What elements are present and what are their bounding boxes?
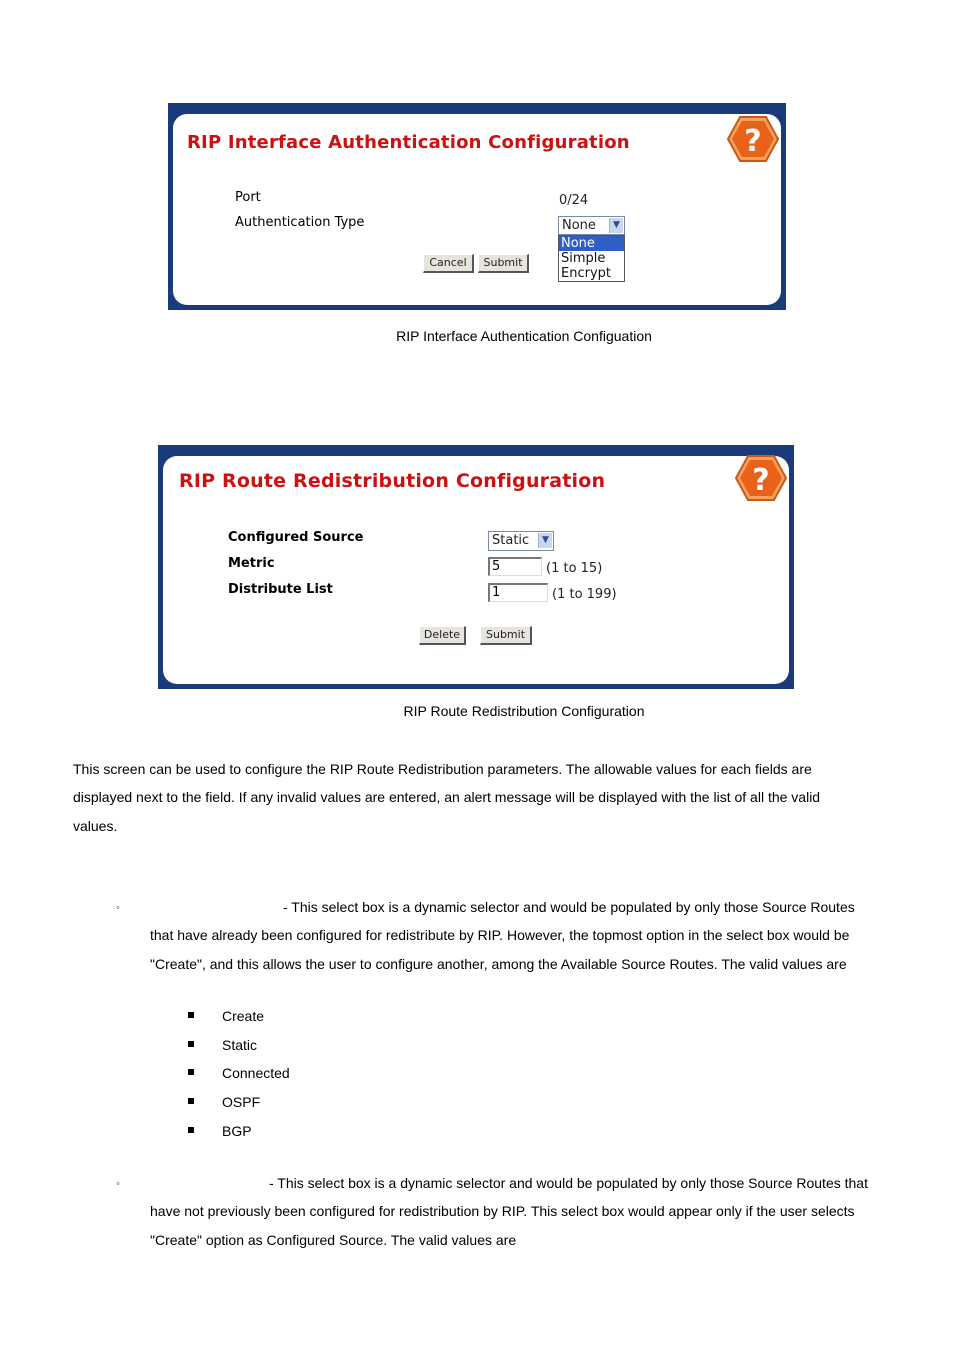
- bullet-circle-icon: ◦: [116, 1178, 120, 1190]
- value-item-static: Static: [222, 1037, 258, 1053]
- bullet-square-icon: [188, 1012, 194, 1018]
- intro-line-1: This screen can be used to configure the RIP Route Redistribution parameters. The allowable values for each fields are: [73, 761, 812, 777]
- configured-source-select[interactable]: [488, 531, 554, 551]
- auth-type-options[interactable]: [558, 235, 625, 282]
- auth-type-select[interactable]: [558, 216, 625, 235]
- intro-line-3: values.: [73, 818, 118, 834]
- configured-source-value: Static: [492, 533, 530, 548]
- distribute-list-range-hint: (1 to 199): [552, 587, 617, 602]
- redistribution-panel-body: [163, 456, 789, 684]
- auth-type-label: Authentication Type: [235, 215, 365, 230]
- help-icon[interactable]: [734, 453, 788, 503]
- bullet-square-icon: [188, 1098, 194, 1104]
- available-source-desc-line-3: "Create" option as Configured Source. The valid values are: [150, 1232, 517, 1248]
- submit-button[interactable]: Submit: [480, 626, 532, 645]
- bullet-square-icon: [188, 1127, 194, 1133]
- metric-label: Metric: [228, 556, 275, 571]
- bullet-square-icon: [188, 1069, 194, 1075]
- configured-source-desc-line-2: that have already been configured for redistribute by RIP. However, the topmost option in the select box would be: [150, 927, 850, 943]
- distribute-list-label: Distribute List: [228, 582, 333, 597]
- available-source-desc-line-2: have not previously been configured for redistribution by RIP. This select box would appear only if the user selects: [150, 1203, 855, 1219]
- port-value: 0/24: [559, 193, 589, 208]
- auth-config-caption: RIP Interface Authentication Configuation: [396, 328, 652, 344]
- redistribution-panel: [158, 445, 794, 689]
- configured-source-desc-line-1: - This select box is a dynamic selector and would be populated by only those Source Routes: [283, 899, 855, 915]
- redistribution-caption: RIP Route Redistribution Configuration: [403, 703, 645, 719]
- chevron-down-icon[interactable]: ▼: [538, 533, 552, 548]
- auth-type-selected-value: None: [562, 218, 596, 233]
- auth-config-panel: [168, 103, 786, 310]
- value-item-bgp: BGP: [222, 1123, 252, 1139]
- auth-config-panel-body: [173, 114, 781, 305]
- delete-button[interactable]: Delete: [419, 626, 466, 645]
- redistribution-title: RIP Route Redistribution Configuration: [179, 470, 606, 492]
- configured-source-label: Configured Source: [228, 530, 364, 545]
- value-item-create: Create: [222, 1008, 265, 1024]
- svg-text:?: ?: [744, 124, 762, 159]
- auth-type-option-simple[interactable]: Simple: [561, 251, 606, 266]
- cancel-button[interactable]: Cancel: [423, 254, 474, 273]
- bullet-circle-icon: ◦: [116, 902, 120, 914]
- metric-input[interactable]: 5: [488, 557, 542, 576]
- distribute-list-input[interactable]: 1: [488, 583, 548, 602]
- auth-type-option-encrypt[interactable]: Encrypt: [561, 266, 611, 281]
- configured-source-desc-line-3: "Create", and this allows the user to configure another, among the Available Source Routes. The valid values are: [150, 956, 847, 972]
- value-item-ospf: OSPF: [222, 1094, 261, 1110]
- submit-button[interactable]: Submit: [478, 254, 529, 273]
- available-source-desc-line-1: - This select box is a dynamic selector and would be populated by only those Source Routes that: [269, 1175, 868, 1191]
- auth-config-title: RIP Interface Authentication Configuration: [187, 132, 630, 153]
- bullet-square-icon: [188, 1041, 194, 1047]
- chevron-down-icon[interactable]: ▼: [609, 218, 623, 233]
- auth-type-option-none[interactable]: None: [559, 236, 624, 251]
- port-label: Port: [235, 190, 261, 205]
- help-icon[interactable]: [726, 114, 780, 164]
- svg-text:?: ?: [752, 463, 770, 498]
- value-item-connected: Connected: [222, 1065, 290, 1081]
- metric-range-hint: (1 to 15): [546, 561, 603, 576]
- intro-line-2: displayed next to the field. If any invalid values are entered, an alert message will be displayed with the list of all the valid: [73, 789, 821, 805]
